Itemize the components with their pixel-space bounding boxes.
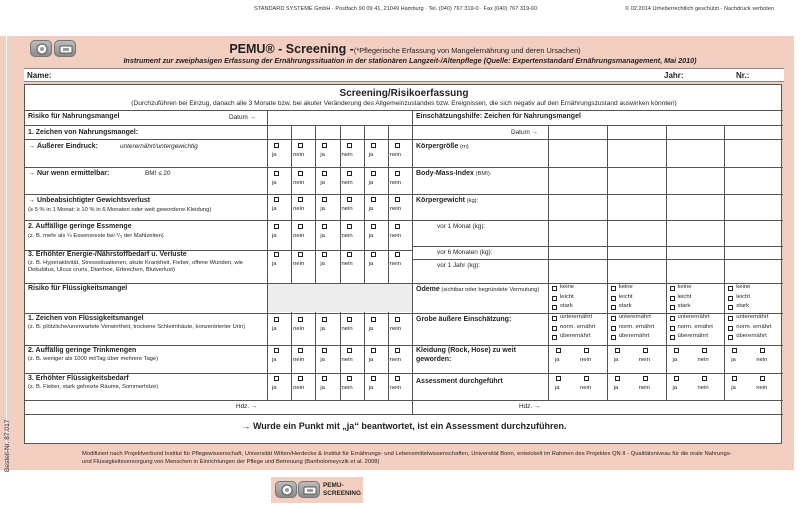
scale-icon	[54, 40, 76, 57]
gross-assessment-label: Grobe äußere Einschätzung:	[416, 316, 512, 323]
grid-line	[25, 400, 413, 401]
no-label: nein	[697, 385, 709, 391]
no-label: nein	[293, 233, 305, 239]
grid-line	[291, 125, 292, 400]
edema-option: leicht	[618, 293, 633, 300]
conclusion-text: → Wurde ein Punkt mit „ja“ beantwortet, ist ein Assessment durchzuführen.	[241, 421, 567, 431]
yes-label: ja	[272, 261, 277, 267]
checkbox[interactable]	[728, 296, 733, 301]
checkbox[interactable]	[674, 376, 679, 381]
yes-label: ja	[731, 385, 736, 391]
no-label: nein	[580, 385, 592, 391]
page-edge	[0, 36, 6, 470]
checkbox[interactable]	[670, 296, 675, 301]
signs-fluid-label: 1. Zeichen von Flüssigkeitsmangel	[28, 315, 144, 322]
checkbox[interactable]	[395, 348, 400, 353]
checkbox[interactable]	[371, 376, 376, 381]
yes-label: ja	[272, 233, 277, 239]
checkbox[interactable]	[611, 335, 616, 340]
checkbox[interactable]	[322, 171, 327, 176]
no-label: nein	[293, 206, 305, 212]
checkbox[interactable]	[395, 376, 400, 381]
yes-label: ja	[320, 233, 325, 239]
edema-option: stark	[560, 303, 573, 309]
checkbox[interactable]	[732, 348, 737, 353]
risk-food-heading: Risiko für Nahrungsmangel	[28, 113, 120, 120]
checkbox[interactable]	[611, 316, 616, 321]
checkbox[interactable]	[371, 317, 376, 322]
yes-label: ja	[368, 326, 374, 332]
yes-label: ja	[320, 385, 325, 391]
no-label: nein	[341, 385, 353, 391]
checkbox[interactable]	[347, 348, 352, 353]
checkbox[interactable]	[670, 286, 675, 291]
logo-text: PEMU-SCREENING	[323, 482, 361, 497]
checkbox[interactable]	[371, 348, 376, 353]
checkbox[interactable]	[322, 348, 327, 353]
gross-option: unterernährt	[677, 314, 710, 320]
gross-option: norm. ernährt	[560, 323, 596, 330]
height-label	[416, 143, 469, 151]
grid-line	[413, 246, 783, 247]
edema-option: keine	[736, 284, 751, 290]
checkbox[interactable]	[347, 143, 352, 148]
checkbox[interactable]	[611, 326, 616, 331]
yes-label: ja	[368, 357, 374, 363]
publisher-line: STANDARD SYSTEME GmbH · Postfach 90 09 41, 21049 Hamburg · Tel. (040) 767 319-0 · Fax (040) 767 319-60	[254, 6, 538, 12]
checkbox[interactable]	[298, 252, 303, 257]
checkbox[interactable]	[556, 348, 561, 353]
gross-option: norm. ernährt	[618, 323, 655, 330]
grid-line	[413, 220, 783, 221]
checkbox[interactable]	[274, 224, 279, 229]
no-label: nein	[389, 261, 401, 267]
screening-table	[24, 84, 782, 444]
edema-hint: (sichtbar oder begründete Vermutung)	[439, 287, 540, 293]
high-need-hint: (z. B. Hyperaktivität, Stresssituationen, akute Krankheit, Fieber, offene Wunden, wie Dekubitus, Ulcus cruris, Diarrhoe, Erbrechen, Blutverlust)	[28, 260, 244, 274]
bowl-icon	[30, 40, 52, 57]
grid-line	[267, 110, 268, 125]
checkbox[interactable]	[298, 317, 303, 322]
grid-line	[25, 313, 413, 314]
checkbox[interactable]	[274, 252, 279, 257]
yes-label: ja	[672, 385, 678, 391]
yes-label: ja	[272, 326, 277, 332]
no-label: nein	[293, 385, 305, 391]
yes-label: ja	[272, 385, 277, 391]
checkbox[interactable]	[371, 143, 376, 148]
checkbox[interactable]	[611, 286, 616, 291]
checkbox[interactable]	[298, 171, 303, 176]
risk-fluid-heading: Risiko für Flüssigkeitsmangel	[28, 285, 128, 292]
no-label: nein	[341, 261, 353, 267]
yes-label: ja	[272, 180, 277, 186]
assessment-done-label: Assessment durchgeführt	[416, 378, 503, 385]
no-label: nein	[341, 206, 353, 212]
checkbox[interactable]	[728, 286, 733, 291]
checkbox[interactable]	[552, 316, 557, 321]
checkbox[interactable]	[611, 296, 616, 301]
assessment-help-heading: Einschätzungshilfe: Zeichen für Nahrungsmangel	[416, 113, 581, 120]
checkbox[interactable]	[611, 305, 616, 310]
no-label: nein	[389, 206, 401, 212]
yes-label: ja	[272, 152, 277, 158]
checkbox[interactable]	[728, 316, 733, 321]
order-number	[4, 458, 58, 472]
grid-line	[413, 373, 783, 374]
yes-label: ja	[320, 261, 325, 267]
grid-line	[25, 167, 413, 168]
checkbox[interactable]	[702, 348, 707, 353]
checkbox[interactable]	[552, 326, 557, 331]
checkbox[interactable]	[298, 197, 303, 202]
bowl-icon	[275, 481, 297, 498]
shaded-cell	[268, 284, 412, 312]
grid-line	[724, 125, 725, 400]
no-label: nein	[341, 326, 353, 332]
no-label: nein	[756, 357, 768, 363]
weight-unit: (kg):	[465, 198, 479, 204]
edema-label	[416, 285, 544, 295]
signs-fluid-hint: (z. B. plötzliche/unerwartete Verwirrtheit, trockene Schleimhäute, konzentrierter Urin)	[28, 324, 246, 330]
name-label: Name:	[27, 71, 52, 80]
no-label: nein	[756, 385, 768, 391]
grid-line	[25, 345, 413, 346]
section-title: Screening/Risikoerfassung	[339, 88, 469, 99]
checkbox[interactable]	[274, 317, 279, 322]
no-label: nein	[389, 357, 401, 363]
grid-line	[666, 125, 667, 400]
height-unit: (m)	[458, 144, 469, 150]
grid-line	[315, 125, 316, 400]
checkbox[interactable]	[347, 252, 352, 257]
checkbox[interactable]	[322, 224, 327, 229]
checkbox[interactable]	[552, 335, 557, 340]
edema-option: keine	[677, 284, 692, 290]
no-label: nein	[341, 233, 353, 239]
checkbox[interactable]	[274, 197, 279, 202]
checkbox[interactable]	[371, 224, 376, 229]
checkbox[interactable]	[395, 252, 400, 257]
scale-icon	[298, 481, 320, 498]
edema-option: leicht	[677, 293, 692, 300]
weight-1-year: vor 1 Jahr (kg):	[437, 262, 480, 269]
checkbox[interactable]	[615, 376, 620, 381]
checkbox[interactable]	[732, 376, 737, 381]
no-label: nein	[389, 233, 401, 239]
section-note: (Durchzuführen bei Einzug, danach alle 3 Monate bzw. bei akuter Veränderung des Allgemeinzustandes bzw. Ereignissen, die sich negativ auf den Ernährungszustand auswirken könnten)	[131, 100, 677, 107]
yes-label: ja	[731, 357, 736, 363]
yes-label: ja	[272, 206, 277, 212]
checkbox[interactable]	[371, 252, 376, 257]
yes-label: ja	[320, 357, 325, 363]
weight-label	[416, 197, 478, 205]
checkbox[interactable]	[556, 376, 561, 381]
grid-line	[388, 125, 389, 400]
yes-label: ja	[368, 180, 374, 186]
checkbox[interactable]	[670, 326, 675, 331]
yes-label: ja	[320, 206, 325, 212]
checkbox[interactable]	[395, 171, 400, 176]
grid-line	[364, 125, 365, 400]
right-hdz-label: Hdz. →	[519, 403, 541, 410]
grid-line	[607, 125, 608, 400]
yes-label: ja	[368, 152, 374, 158]
bmi-unit: (BMI):	[473, 171, 492, 177]
checkbox[interactable]	[347, 376, 352, 381]
right-date-label: Datum →	[511, 129, 538, 136]
checkbox[interactable]	[615, 348, 620, 353]
checkbox[interactable]	[670, 316, 675, 321]
checkbox[interactable]	[728, 335, 733, 340]
high-fluid-hint: (z. B. Fieber, stark geheizte Räume, Sommerhitze)	[28, 384, 159, 390]
gross-option: unterernährt	[618, 314, 651, 320]
checkbox[interactable]	[298, 348, 303, 353]
no-label: nein	[580, 357, 592, 363]
checkbox[interactable]	[298, 376, 303, 381]
grid-line	[25, 110, 783, 111]
gross-option: norm. ernährt	[677, 323, 713, 330]
grid-line	[413, 313, 783, 314]
hdz-label: Hdz. →	[236, 403, 258, 410]
checkbox[interactable]	[674, 348, 679, 353]
grid-line	[25, 125, 413, 126]
weight-text: Körpergewicht	[416, 197, 466, 204]
form-title: PEMU® - Screening -(*Pflegerische Erfassung von Mangelernährung und deren Ursachen)	[229, 42, 581, 56]
no-label: nein	[293, 180, 305, 186]
name-bar	[24, 68, 784, 82]
no-label: nein	[293, 152, 305, 158]
yes-label: ja	[672, 357, 678, 363]
grid-line	[413, 194, 783, 195]
checkbox[interactable]	[395, 224, 400, 229]
gross-option: überernährt	[736, 333, 767, 339]
bmi-text: Body-Mass-Index	[416, 170, 474, 177]
checkbox[interactable]	[347, 317, 352, 322]
checkbox[interactable]	[552, 296, 557, 301]
no-label: nein	[389, 152, 401, 158]
weight-6-months: vor 6 Monaten (kg):	[437, 249, 493, 256]
appearance-label: → Äußerer Eindruck:	[28, 143, 99, 150]
checkbox[interactable]	[274, 171, 279, 176]
yes-label: ja	[368, 385, 374, 391]
checkbox[interactable]	[371, 171, 376, 176]
high-fluid-label: 3. Erhöhter Flüssigkeitsbedarf	[28, 375, 129, 382]
checkbox[interactable]	[274, 376, 279, 381]
no-label: nein	[697, 357, 709, 363]
edema-option: stark	[618, 303, 632, 309]
high-need-label: 3. Erhöhter Energie-/Nährstoffbedarf u. Verluste	[28, 251, 187, 258]
checkbox[interactable]	[274, 143, 279, 148]
grid-line	[413, 345, 783, 346]
checkbox[interactable]	[347, 197, 352, 202]
no-label: nein	[389, 326, 401, 332]
checkbox[interactable]	[584, 348, 589, 353]
weightloss-hint: (≥ 5 % in 1 Monat; ≥ 10 % in 6 Monaten oder weit gewordene Kleidung)	[28, 207, 212, 213]
checkbox[interactable]	[670, 305, 675, 310]
yes-label: ja	[272, 357, 277, 363]
footer-logo	[271, 477, 363, 503]
edema-option: keine	[618, 284, 633, 290]
checkbox[interactable]	[702, 376, 707, 381]
number-label: Nr.:	[736, 71, 750, 80]
grid-line	[413, 139, 783, 140]
grid-line	[548, 125, 549, 400]
checkbox[interactable]	[643, 348, 648, 353]
bmi-label	[416, 170, 491, 178]
checkbox[interactable]	[728, 326, 733, 331]
bmi-condition: BMI ≤ 20	[145, 170, 171, 177]
no-label: nein	[638, 357, 650, 363]
yes-label: ja	[555, 357, 560, 363]
checkbox[interactable]	[395, 197, 400, 202]
checkbox[interactable]	[552, 305, 557, 310]
grid-line	[25, 220, 413, 221]
low-drink-hint: (z. B. weniger als 1000 ml/Tag über mehrere Tage)	[28, 356, 159, 362]
checkbox[interactable]	[371, 197, 376, 202]
signs-food-label: 1. Zeichen von Nahrungsmangel:	[28, 129, 139, 136]
grid-line	[25, 373, 413, 374]
checkbox[interactable]	[274, 348, 279, 353]
grid-line	[267, 125, 268, 400]
no-label: nein	[389, 385, 401, 391]
checkbox[interactable]	[322, 252, 327, 257]
grid-line	[25, 414, 783, 415]
checkbox[interactable]	[298, 143, 303, 148]
clothes-label: Kleidung (Rock, Hose) zu weit geworden:	[416, 347, 516, 363]
weightloss-label: → Unbeabsichtigter Gewichtsverlust	[28, 197, 151, 204]
grid-line	[413, 400, 783, 401]
edema-option: stark	[677, 303, 691, 309]
copyright-line: © 02.2014 Urheberrechtlich geschützt - Nachdruck verboten	[625, 6, 775, 12]
checkbox[interactable]	[760, 348, 765, 353]
bmi-only-label: → Nur wenn ermittelbar:	[28, 170, 110, 177]
gross-option: überernährt	[560, 333, 591, 339]
grid-line	[413, 283, 783, 284]
appearance-hint: unterernährt/untergewichtig	[120, 143, 198, 150]
edema-option: stark	[736, 303, 750, 309]
no-label: nein	[293, 261, 305, 267]
no-label: nein	[293, 357, 305, 363]
yes-label: ja	[320, 180, 325, 186]
gross-option: überernährt	[677, 333, 708, 339]
edema-option: leicht	[560, 293, 574, 300]
no-label: nein	[341, 152, 353, 158]
no-label: nein	[389, 180, 401, 186]
yes-label: ja	[613, 357, 619, 363]
edema-option: leicht	[736, 293, 751, 300]
yes-label: ja	[368, 261, 374, 267]
no-label: nein	[638, 385, 650, 391]
yes-label: ja	[320, 152, 325, 158]
checkbox[interactable]	[643, 376, 648, 381]
checkbox[interactable]	[584, 376, 589, 381]
checkbox[interactable]	[552, 286, 557, 291]
checkbox[interactable]	[347, 171, 352, 176]
checkbox[interactable]	[322, 317, 327, 322]
checkbox[interactable]	[395, 317, 400, 322]
height-text: Körpergröße	[416, 143, 459, 150]
checkbox[interactable]	[760, 376, 765, 381]
date-label: Datum →	[229, 114, 256, 121]
yes-label: ja	[368, 206, 374, 212]
grid-line	[25, 139, 413, 140]
no-label: nein	[341, 180, 353, 186]
checkbox[interactable]	[322, 376, 327, 381]
footer-source: Modifiziert nach Projektverbund Institut für Pflegewissenschaft, Universität Witten/Herdecke & Institut für Ernährungs- und Lebensmittelwissenschaften, Universität Bonn, entwickelt im Rahmen des Projektes QN II - Qualitätsniveau für die orale Nahrungs- und Flüssigkeitsversorgung von Menschen in Einrichtungen der Pflege und Betreuung (Bartholomeyczik et al. 2008)	[82, 451, 732, 465]
grid-line	[413, 125, 783, 126]
gross-option: unterernährt	[560, 314, 593, 320]
checkbox[interactable]	[395, 143, 400, 148]
low-intake-label: 2. Auffällige geringe Essmenge	[28, 223, 132, 230]
year-label: Jahr:	[664, 71, 684, 80]
checkbox[interactable]	[670, 335, 675, 340]
checkbox[interactable]	[298, 224, 303, 229]
weight-1-month: vor 1 Monat (kg):	[437, 223, 486, 230]
yes-label: ja	[613, 385, 619, 391]
checkbox[interactable]	[347, 224, 352, 229]
low-intake-hint: (z. B. mehr als ¼ Essensreste bei ²/₃ der Mahlzeiten)	[28, 233, 164, 239]
gross-option: norm. ernährt	[736, 323, 772, 330]
checkbox[interactable]	[728, 305, 733, 310]
yes-label: ja	[555, 385, 560, 391]
grid-line	[413, 259, 783, 260]
gross-option: überernährt	[618, 333, 650, 339]
edema-option: keine	[560, 284, 575, 290]
form-subtitle: Instrument zur zweiphasigen Erfassung der Ernährungssituation in der stationären Langzeit-/Altenpflege (Quelle: Expertenstandard Ernährungsmanagement, Mai 2010)	[123, 56, 697, 65]
checkbox[interactable]	[322, 143, 327, 148]
no-label: nein	[293, 326, 305, 332]
grid-line	[25, 194, 413, 195]
yes-label: ja	[368, 233, 374, 239]
low-drink-label: 2. Auffällig geringe Trinkmengen	[28, 347, 137, 354]
grid-line	[340, 125, 341, 400]
yes-label: ja	[320, 326, 325, 332]
no-label: nein	[341, 357, 353, 363]
edema-text: Ödeme	[416, 286, 440, 293]
checkbox[interactable]	[322, 197, 327, 202]
grid-line	[413, 167, 783, 168]
gross-option: unterernährt	[736, 314, 769, 320]
